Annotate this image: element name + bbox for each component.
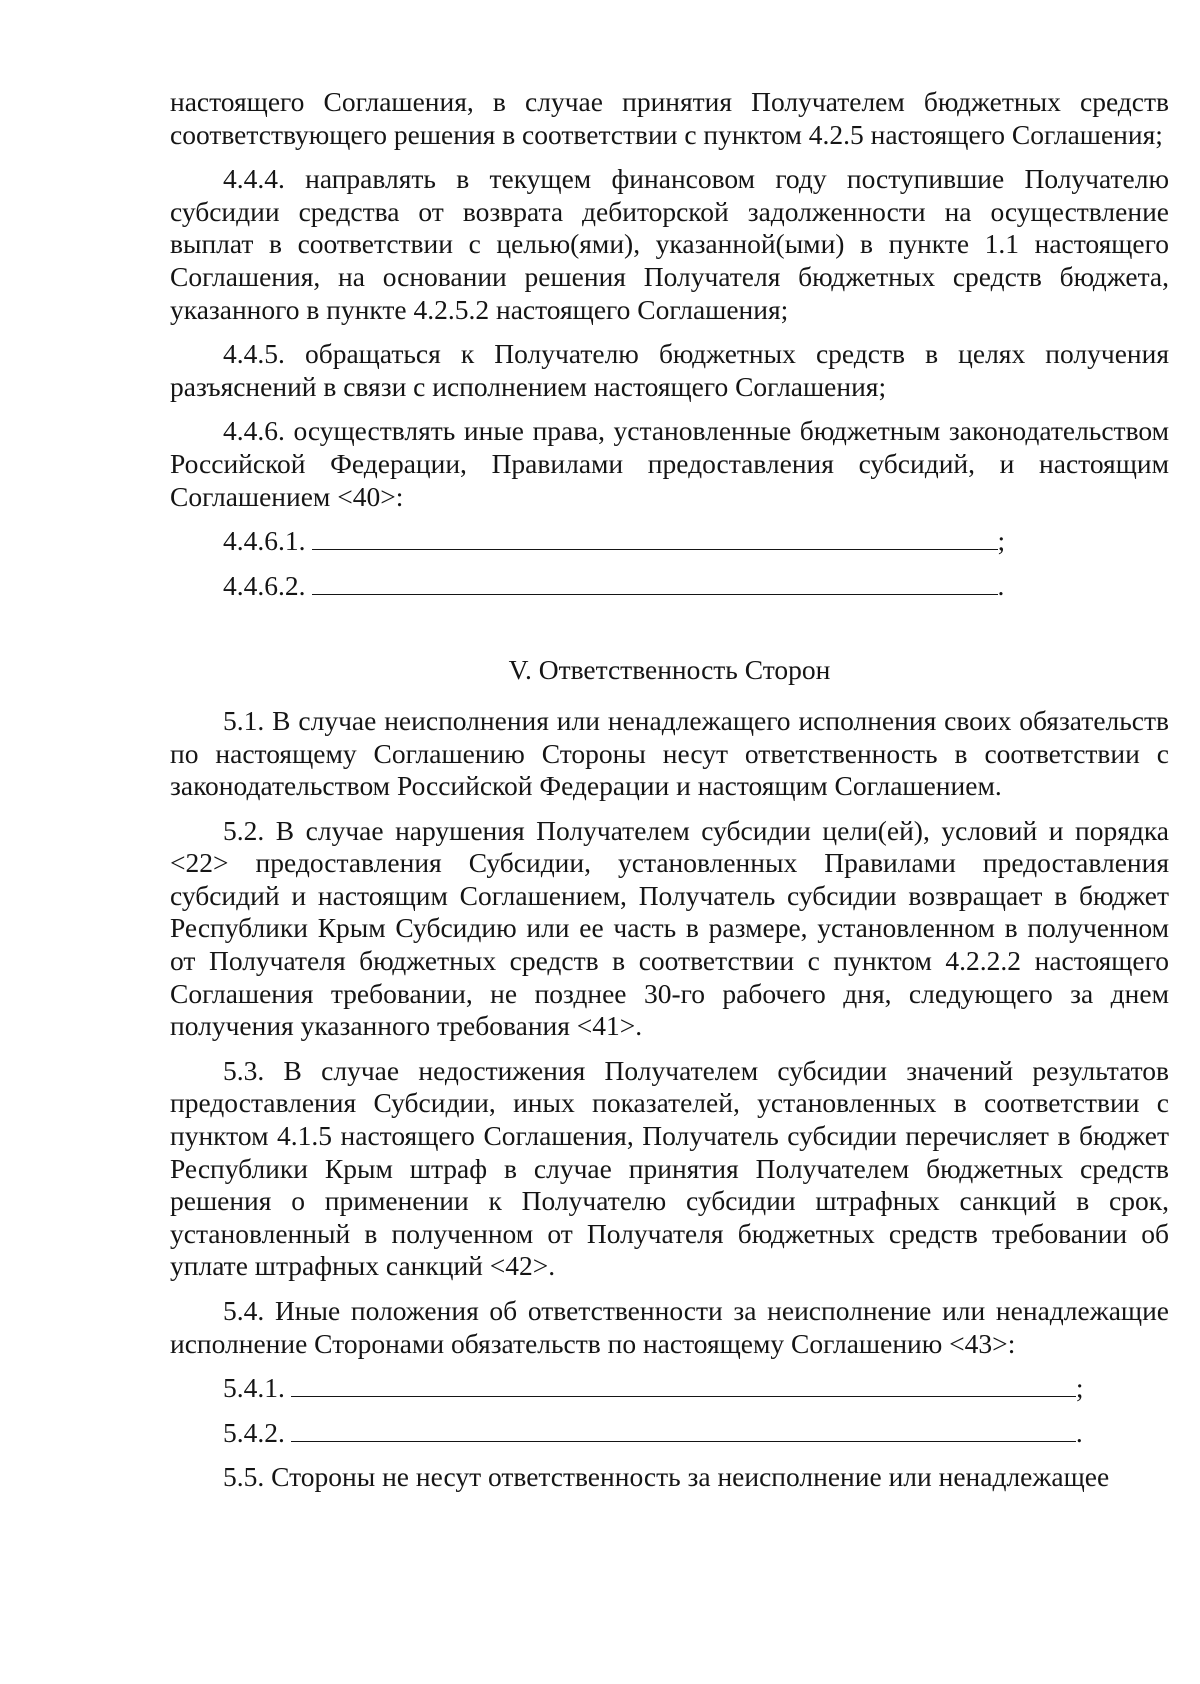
fill-line-5-4-2: [170, 1417, 1169, 1450]
fill-line-number: 4.4.6.1.: [223, 525, 306, 557]
paragraph-5-3: 5.3. В случае недостижения Получателем субсидии значений результатов предоставления Субсидии, иных показателей, установленных в соответствии с пунктом 4.1.5 настоящего Соглашения, Получатель субсидии перечисляет в бюджет Республики Крым штраф в случае принятия Получателем бюджетных средств решения о применении к Получателю субсидии штрафных санкций в срок, установленный в полученном от Получателя бюджетных средств требовании об уплате штрафных санкций <42>.: [170, 1054, 1169, 1282]
paragraph-5-1: 5.1. В случае неисполнения или ненадлежащего исполнения своих обязательств по настоящему Соглашению Стороны несут ответственность в соответствии с законодательством Российской Федерации и настоящим Соглашением.: [170, 704, 1169, 802]
fill-line-end: ;: [997, 525, 1006, 557]
fill-line-4-4-6-1: [170, 525, 1169, 558]
paragraph-4-4-6: 4.4.6. осуществлять иные права, установленные бюджетным законодательством Российской Федерации, Правилами предоставления субсидий, и настоящим Соглашением <40>:: [170, 415, 1169, 512]
paragraph-5-4: 5.4. Иные положения об ответственности за неисполнение или ненадлежащие исполнение Сторонами обязательств по настоящему Соглашению <43>:: [170, 1295, 1169, 1359]
fill-in-blank: [291, 1374, 1076, 1397]
fill-line-5-4-1: [170, 1372, 1169, 1405]
fill-line-end: ;: [1075, 1372, 1084, 1404]
fill-in-blank: [312, 527, 998, 550]
paragraph-4-4-5: 4.4.5. обращаться к Получателю бюджетных средств в целях получения разъяснений в связи с исполнением настоящего Соглашения;: [170, 338, 1169, 402]
fill-in-blank: [291, 1419, 1076, 1442]
paragraph-5-2: 5.2. В случае нарушения Получателем субсидии цели(ей), условий и порядка <22> предоставления Субсидии, установленных Правилами предоставления субсидий и настоящим Соглашением, Получатель субсидии возвращает в бюджет Республики Крым Субсидию или ее часть в размере, установленном в полученном от Получателя бюджетных средств в соответствии с пунктом 4.2.2.2 настоящего Соглашения требовании, не позднее 30-го рабочего дня, следующего за днем получения указанного требования <41>.: [170, 814, 1169, 1042]
fill-line-4-4-6-2: [170, 570, 1169, 603]
paragraph-5-5: 5.5. Стороны не несут ответственность за неисполнение или ненадлежащее: [223, 1461, 1110, 1493]
paragraph-4-4-4: 4.4.4. направлять в текущем финансовом году поступившие Получателю субсидии средства от возврата дебиторской задолженности на осуществление выплат в соответствии с целью(ями), указанной(ыми) в пункте 1.1 настоящего Соглашения, на основании решения Получателя бюджетных средств бюджета, указанного в пункте 4.2.5.2 настоящего Соглашения;: [170, 163, 1169, 325]
fill-line-number: 5.4.2.: [223, 1416, 285, 1448]
fill-in-blank: [312, 572, 998, 595]
fill-line-end: .: [997, 569, 1005, 601]
fill-line-end: .: [1075, 1416, 1083, 1448]
fill-line-number: 5.4.1.: [223, 1372, 285, 1404]
fill-line-number: 4.4.6.2.: [223, 569, 306, 601]
document-page: [170, 86, 1169, 1506]
paragraph-continuation: настоящего Соглашения, в случае принятия Получателем бюджетных средств соответствующего решения в соответствии с пунктом 4.2.5 настоящего Соглашения;: [170, 86, 1169, 150]
section-title: V. Ответственность Сторон: [508, 654, 831, 686]
